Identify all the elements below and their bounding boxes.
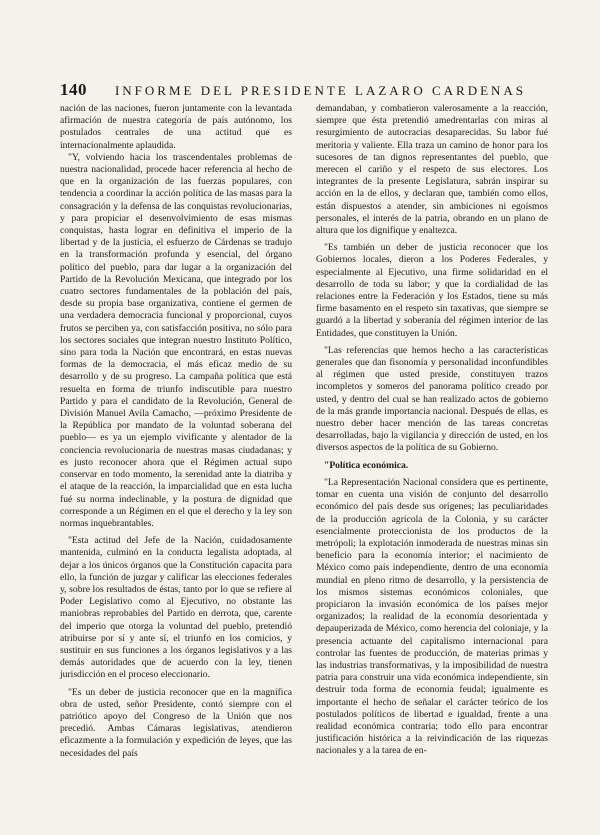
running-head: INFORME DEL PRESIDENTE LAZARO CARDENAS [114, 83, 527, 98]
text-columns [60, 103, 548, 760]
paragraph: "La Representación Nacional considera que es pertinente, tomar en cuenta una visión de conjunto del desarrollo económico del país desde sus orígenes; las peculiaridades de la producción agrícola de la Colonia, y su carácter esencialmente proteccionista de los productos de la metrópoli; la explotación inmoderada de nuestras minas sin beneficio para la economía interior; el nacimiento de México como país independiente, dentro de una economía mundial en pleno ritmo de desarrollo, y la persistencia de los mismos sistemas económicos coloniales, que propiciaron la invasión económica de los países mejor organizados; la realidad de la economía desorientada y depauperizada de México, como herencia del coloniaje, y la presencia actuante del capitalismo internacional para controlar las fuentes de producción, de materias primas y las industrias transformativas, y la imposibilidad de nuestra patria para construir una vida económica independiente, sin destruir toda forma de economía feudal; igualmente es importante el hecho de señalar el carácter teórico de los postulados políticos de libertad e igualdad, frente a una realidad económica contraria; todo ello para encontrar justificación histórica a la reivindicación de las riquezas nacionales y a la tarea de en- [316, 476, 548, 757]
paragraph: "Y, volviendo hacia los trascendentales problemas de nuestra nacionalidad, procede hacer referencia al hecho de que en la organización de las fuerzas populares, con tendencia a coordinar la acción política de las masas para la consagración y la defensa de las conquistas revolucionarias, y para propiciar el desenvolvimiento de esas mismas conquistas, hasta lograr en definitiva el imperio de la libertad y de la justicia, el esfuerzo de Cárdenas se tradujo en la transformación profunda y esencial, del órgano político del pueblo, para dar lugar a la organización del Partido de la Revolución Mexicana, que integrado por los cuatro sectores fundamentales de la población del país, desde su propia base organizativa, contiene el germen de una verdadera democracia funcional y proporcional, cuyos frutos se perciben ya, con satisfacción positiva, no sólo para los sectores sociales que integran nuestro Instituto Político, sino para toda la Nación que encontrará, en estas nuevas formas de la democracia, el más eficaz medio de su desarrollo y de su progreso. La campaña política que está resuelta en forma de triunfo indiscutible para nuestro Partido y para el candidato de la Revolución, General de División Manuel Avila Camacho, —próximo Presidente de la República por mandato de la voluntad soberana del pueblo— es ya un ejemplo vivificante y alentador de la conciencia revolucionaria de nuestras masas ciudadanas; y es justo reconocer ahora que el Régimen actual supo conservar en todo momento, la serenidad ante la diatriba y el ataque de la reacción, la imparcialidad que en esta lucha fué su norma indeclinable, y la postura de dignidad que corresponde a un Régimen en el que el derecho y la ley son normas inquebrantables. [60, 151, 292, 529]
right-column [316, 103, 548, 760]
left-column [60, 103, 292, 760]
page-header [60, 80, 548, 100]
paragraph: "Las referencias que hemos hecho a las características generales que dan fisonomía y personalidad inconfundibles al régimen que usted preside, constituyen trazos incompletos y someros del panorama político creado por usted, y dentro del cual se han realizado actos de gobierno de la más grande importancia nacional. Después de ellas, es nuestro deber hacer mención de las tareas concretas desarrolladas, bajo la vigilancia y dirección de usted, en los diversos aspectos de la política de su Gobierno. [316, 344, 548, 454]
paragraph: "Es un deber de justicia reconocer que en la magnífica obra de usted, señor Presidente, contó siempre con el patriótico apoyo del Congreso de la Unión que nos precedió. Ambas Cámaras legislativas, atendieron eficazmente a la formulación y expedición de leyes, que las necesidades del país [60, 686, 292, 759]
section-heading: "Política económica. [324, 459, 409, 471]
paragraph: demandaban, y combatieron valerosamente a la reacción, siempre que ésta pretendió amedrentarlas con miras al resurgimiento de autocracias desaparecidas. Su labor fué meritoria y valiente. Ella traza un camino de honor para los sucesores de tan dignos representantes del pueblo, que merecen el cariño y el respeto de sus electores. Los integrantes de la presente Legislatura, sabrán inspirar su acción en la de ellos, y declaran que, también como ellos, están dispuestos a atender, sin ambiciones ni egoísmos personales, el interés de la patria, obrando en un plano de altura que los dignifique y enaltezca. [316, 103, 548, 237]
page-number: 140 [60, 80, 87, 99]
paragraph: "Esta actitud del Jefe de la Nación, cuidadosamente mantenida, culminó en la conducta legalista adoptada, al dejar a los únicos órganos que la Constitución capacita para ello, la función de juzgar y calificar las elecciones federales y, sobre los resultados de éstas, tanto por lo que se refiere al Poder Legislativo como al Ejecutivo, no obstante las maniobras reprobables del Partido en derrota, que, carente del imperio que otorga la voluntad del pueblo, pretendió atribuirse por sí y ante sí, el triunfo en los comicios, y sustituir en sus funciones a los órganos legislativos y a las demás autoridades que de acuerdo con la ley, tienen jurisdicción en el proceso eleccionario. [60, 535, 292, 681]
paragraph: nación de las naciones, fueron juntamente con la levantada afirmación de nuestra categoría de país autónomo, los postulados centrales de una actitud que es internacionalmente aplaudida. [60, 103, 292, 151]
paragraph: "Es también un deber de justicia reconocer que los Gobiernos locales, dieron a los Poderes Federales, y especialmente al Ejecutivo, una firme solidaridad en el desarrollo de toda su labor; y que la cordialidad de las relaciones entre la Federación y los Estados, tiene su más firme basamento en el respeto sin taxativas, que siempre se guardó a la libertad y soberanía del régimen interior de las Entidades, que constituyen la Unión. [316, 242, 548, 339]
